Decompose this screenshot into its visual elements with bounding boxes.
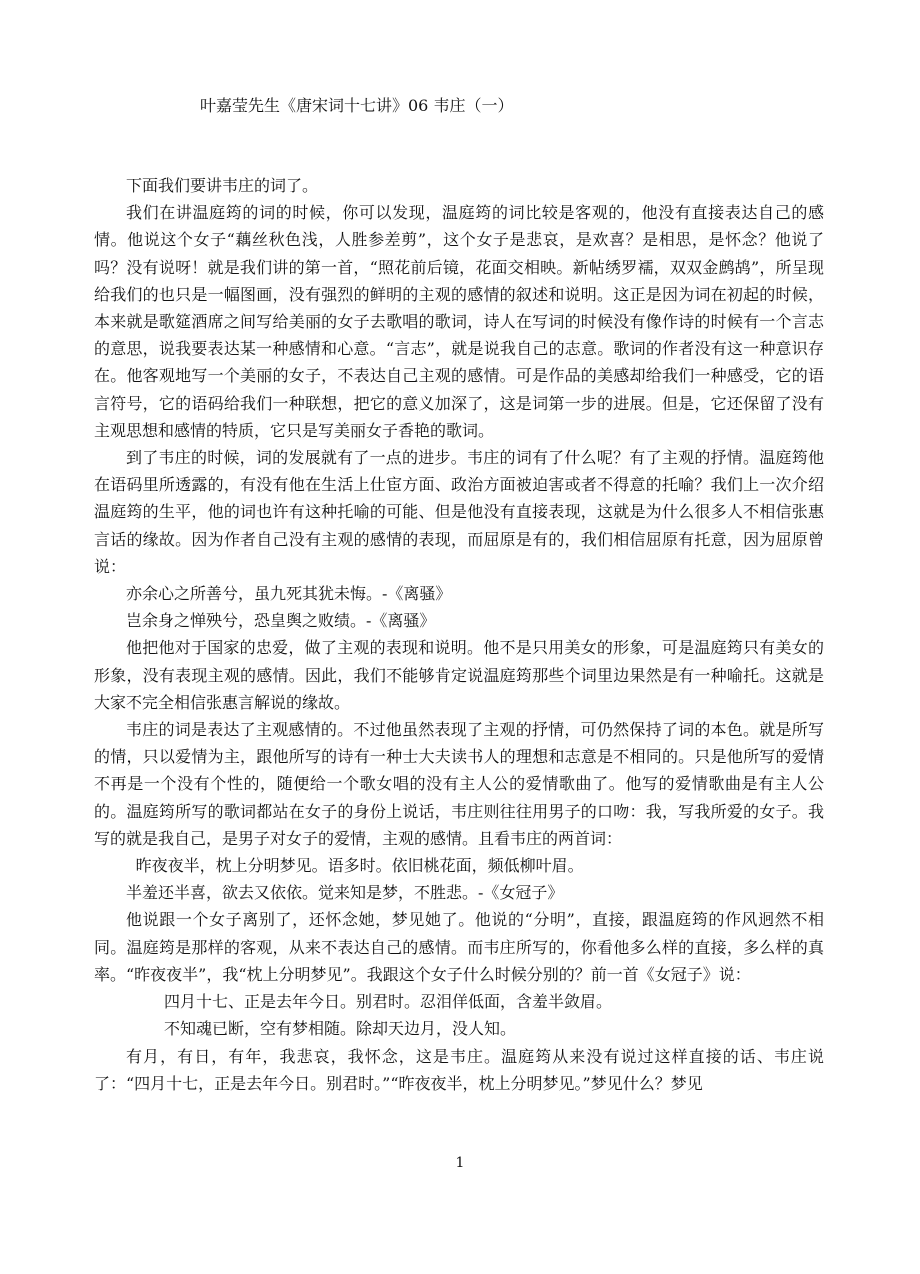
paragraph: 他说跟一个女子离别了，还怀念她，梦见她了。他说的“分明”，直接，跟温庭筠的作风迥然不相同。温庭筠是那样的客观，从来不表达自己的感情。而韦庄所写的，你看他多么样的直接，多么样的真率。“昨夜夜半”，我“枕上分明梦见”。我跟这个女子什么时候分别的？前一首《女冠子》说： — [94, 910, 824, 984]
paragraph: 到了韦庄的时候，词的发展就有了一点的进步。韦庄的词有了什么呢？有了主观的抒情。温庭筠他在语码里所透露的，有没有他在生活上仕宦方面、政治方面被迫害或者不得意的托喻？我们上一次介绍温庭筠的生平，他的词也许有这种托喻的可能、但是他没有直接表现，这就是为什么很多人不相信张惠言话的缘故。因为作者自己没有主观的感情的表现，而屈原是有的，我们相信屈原有托意，因为屈原曾说： — [94, 448, 824, 576]
paragraph: 我们在讲温庭筠的词的时候，你可以发现，温庭筠的词比较是客观的，他没有直接表达自己的感情。他说这个女子“藕丝秋色浅，人胜参差剪”，这个女子是悲哀，是欢喜？是相思，是怀念？他说了吗？没有说呀！就是我们讲的第一首，“照花前后镜，花面交相映。新帖绣罗襦，双双金鹧鸪”，所呈现给我们的也只是一幅图画，没有强烈的鲜明的主观的感情的叙述和说明。这正是因为词在初起的时候，本来就是歌筵酒席之间写给美丽的女子去歌唱的歌词，诗人在写词的时候没有像作诗的时候有一个言志的意思，说我要表达某一种感情和心意。“言志”，就是说我自己的志意。歌词的作者没有这一种意识存在。他客观地写一个美丽的女子，不表达自己主观的感情。可是作品的美感却给我们一种感受，它的语言符号，它的语码给我们一种联想，把它的意义加深了，这是词第一步的进展。但是，它还保留了没有主观思想和感情的特质，它只是写美丽女子香艳的歌词。 — [94, 203, 824, 440]
paragraph: 有月，有日，有年，我悲哀，我怀念，这是韦庄。温庭筠从来没有说过这样直接的话、韦庄说了：“四月十七，正是去年今日。别君时。”“昨夜夜半，枕上分明梦见。”梦见什么？梦见 — [94, 1046, 824, 1093]
document-body — [94, 172, 824, 1097]
paragraph: 下面我们要讲韦庄的词了。 — [126, 176, 319, 195]
poem-line: 半羞还半喜，欲去又依依。觉来知是梦，不胜悲。-《女冠子》 — [126, 883, 564, 903]
paragraph: 他把他对于国家的忠爱，做了主观的表现和说明。他不是只用美女的形象，可是温庭筠只有美女的形象，没有表现主观的感情。因此，我们不能够肯定说温庭筠那些个词里边果然是有一种喻托。这就是大家不完全相信张惠言解说的缘故。 — [94, 638, 824, 712]
page-number: 1 — [455, 1155, 465, 1171]
poem-line: 不知魂已断，空有梦相随。除却天边月，没人知。 — [164, 1019, 517, 1039]
poem-line: 四月十七、正是去年今日。别君时。忍泪佯低面，含羞半敛眉。 — [164, 992, 613, 1012]
paragraph: 韦庄的词是表达了主观感情的。不过他虽然表现了主观的抒情，可仍然保持了词的本色。就是所写的情，只以爱情为主，跟他所写的诗有一种士大夫读书人的理想和志意是不相同的。只是他所写的爱情不再是一个没有个性的，随便给一个歌女唱的没有主人公的爱情歌曲了。他写的爱情歌曲是有主人公的。温庭筠所写的歌词都站在女子的身份上说话，韦庄则往往用男子的口吻：我，写我所爱的女子。我写的就是我自己，是男子对女子的爱情，主观的感情。且看韦庄的两首词： — [94, 720, 824, 848]
quote-line: 亦余心之所善兮，虽九死其犹未悔。-《离骚》 — [126, 584, 452, 604]
quote-line: 岂余身之惮殃兮，恐皇舆之败绩。-《离骚》 — [126, 611, 436, 631]
poem-line: 昨夜夜半，枕上分明梦见。语多时。依旧桃花面，频低柳叶眉。 — [135, 856, 584, 876]
document-title: 叶嘉莹先生《唐宋词十七讲》06 韦庄（一） — [200, 96, 514, 115]
